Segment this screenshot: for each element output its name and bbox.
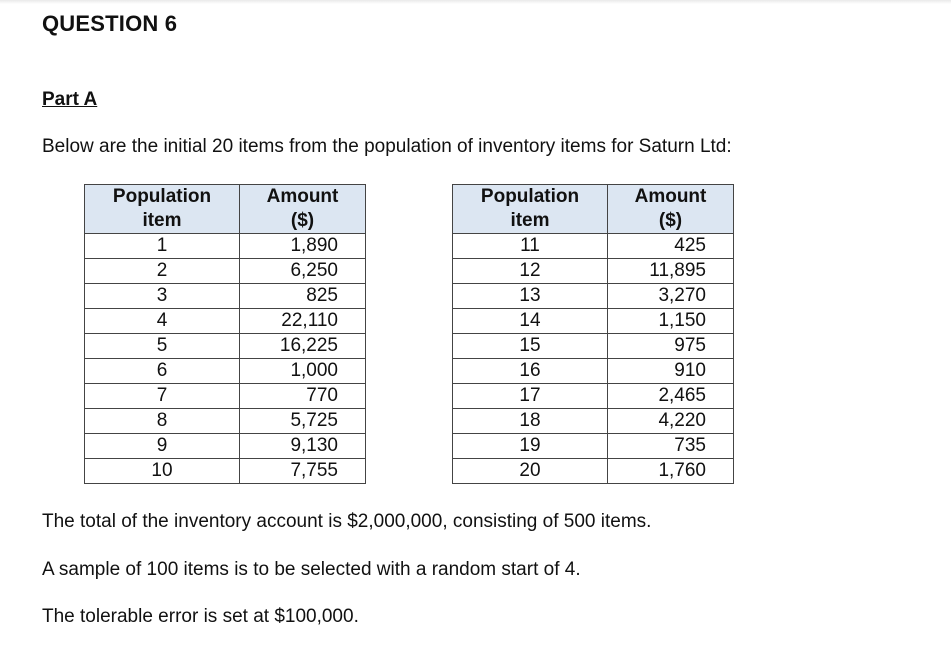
sample-paragraph: A sample of 100 items is to be selected with a random start of 4.	[42, 559, 581, 580]
table-row	[85, 259, 366, 284]
amount-cell: 770	[240, 384, 366, 409]
table-row	[453, 309, 734, 334]
item-cell: 10	[85, 459, 240, 484]
intro-paragraph: Below are the initial 20 items from the population of inventory items for Saturn Ltd:	[42, 136, 732, 157]
item-cell: 4	[85, 309, 240, 334]
amount-cell: 2,465	[608, 384, 734, 409]
tolerable-error-paragraph: The tolerable error is set at $100,000.	[42, 606, 359, 627]
item-cell: 13	[453, 284, 608, 309]
amount-cell: 16,225	[240, 334, 366, 359]
table-header-row	[85, 185, 366, 234]
item-cell: 17	[453, 384, 608, 409]
amount-cell: 7,755	[240, 459, 366, 484]
item-cell: 1	[85, 234, 240, 259]
item-cell: 18	[453, 409, 608, 434]
amount-cell: 5,725	[240, 409, 366, 434]
amount-cell: 910	[608, 359, 734, 384]
header-amount	[608, 185, 734, 234]
item-cell: 11	[453, 234, 608, 259]
item-cell: 6	[85, 359, 240, 384]
table-header-row	[453, 185, 734, 234]
amount-cell: 1,760	[608, 459, 734, 484]
top-edge-shadow	[0, 0, 951, 4]
item-cell: 19	[453, 434, 608, 459]
amount-cell: 22,110	[240, 309, 366, 334]
amount-cell: 1,890	[240, 234, 366, 259]
header-amount-line1: Amount	[266, 186, 339, 207]
table-row	[85, 234, 366, 259]
amount-cell: 1,000	[240, 359, 366, 384]
table-row	[453, 409, 734, 434]
part-title: Part A	[42, 89, 98, 110]
table-row	[453, 334, 734, 359]
item-cell: 15	[453, 334, 608, 359]
header-item-line2: item	[142, 210, 182, 231]
item-cell: 2	[85, 259, 240, 284]
table-row	[453, 284, 734, 309]
table-row	[85, 409, 366, 434]
header-item-line1: Population	[480, 186, 580, 207]
header-item-line2: item	[510, 210, 550, 231]
amount-cell: 3,270	[608, 284, 734, 309]
item-cell: 5	[85, 334, 240, 359]
header-amount	[240, 185, 366, 234]
table-row	[453, 384, 734, 409]
header-item-line1: Population	[112, 186, 212, 207]
table-row	[85, 359, 366, 384]
amount-cell: 11,895	[608, 259, 734, 284]
item-cell: 9	[85, 434, 240, 459]
inventory-table-left	[84, 184, 366, 484]
table-row	[85, 334, 366, 359]
item-cell: 14	[453, 309, 608, 334]
header-population-item	[85, 185, 240, 234]
amount-cell: 4,220	[608, 409, 734, 434]
table-row	[85, 459, 366, 484]
amount-cell: 735	[608, 434, 734, 459]
amount-cell: 975	[608, 334, 734, 359]
amount-cell: 1,150	[608, 309, 734, 334]
header-amount-line2: ($)	[290, 210, 315, 231]
amount-cell: 425	[608, 234, 734, 259]
header-population-item	[453, 185, 608, 234]
table-row	[453, 234, 734, 259]
question-title: QUESTION 6	[42, 11, 178, 36]
header-amount-line2: ($)	[658, 210, 683, 231]
table-row	[453, 459, 734, 484]
header-amount-line1: Amount	[634, 186, 707, 207]
amount-cell: 9,130	[240, 434, 366, 459]
table-row	[85, 284, 366, 309]
amount-cell: 6,250	[240, 259, 366, 284]
table-row	[85, 309, 366, 334]
inventory-table-right	[452, 184, 734, 484]
inventory-total-paragraph: The total of the inventory account is $2,000,000, consisting of 500 items.	[42, 511, 652, 532]
table-row	[453, 259, 734, 284]
item-cell: 16	[453, 359, 608, 384]
table-row	[453, 434, 734, 459]
item-cell: 20	[453, 459, 608, 484]
table-row	[453, 359, 734, 384]
table-row	[85, 434, 366, 459]
item-cell: 12	[453, 259, 608, 284]
item-cell: 3	[85, 284, 240, 309]
amount-cell: 825	[240, 284, 366, 309]
item-cell: 7	[85, 384, 240, 409]
table-row	[85, 384, 366, 409]
item-cell: 8	[85, 409, 240, 434]
